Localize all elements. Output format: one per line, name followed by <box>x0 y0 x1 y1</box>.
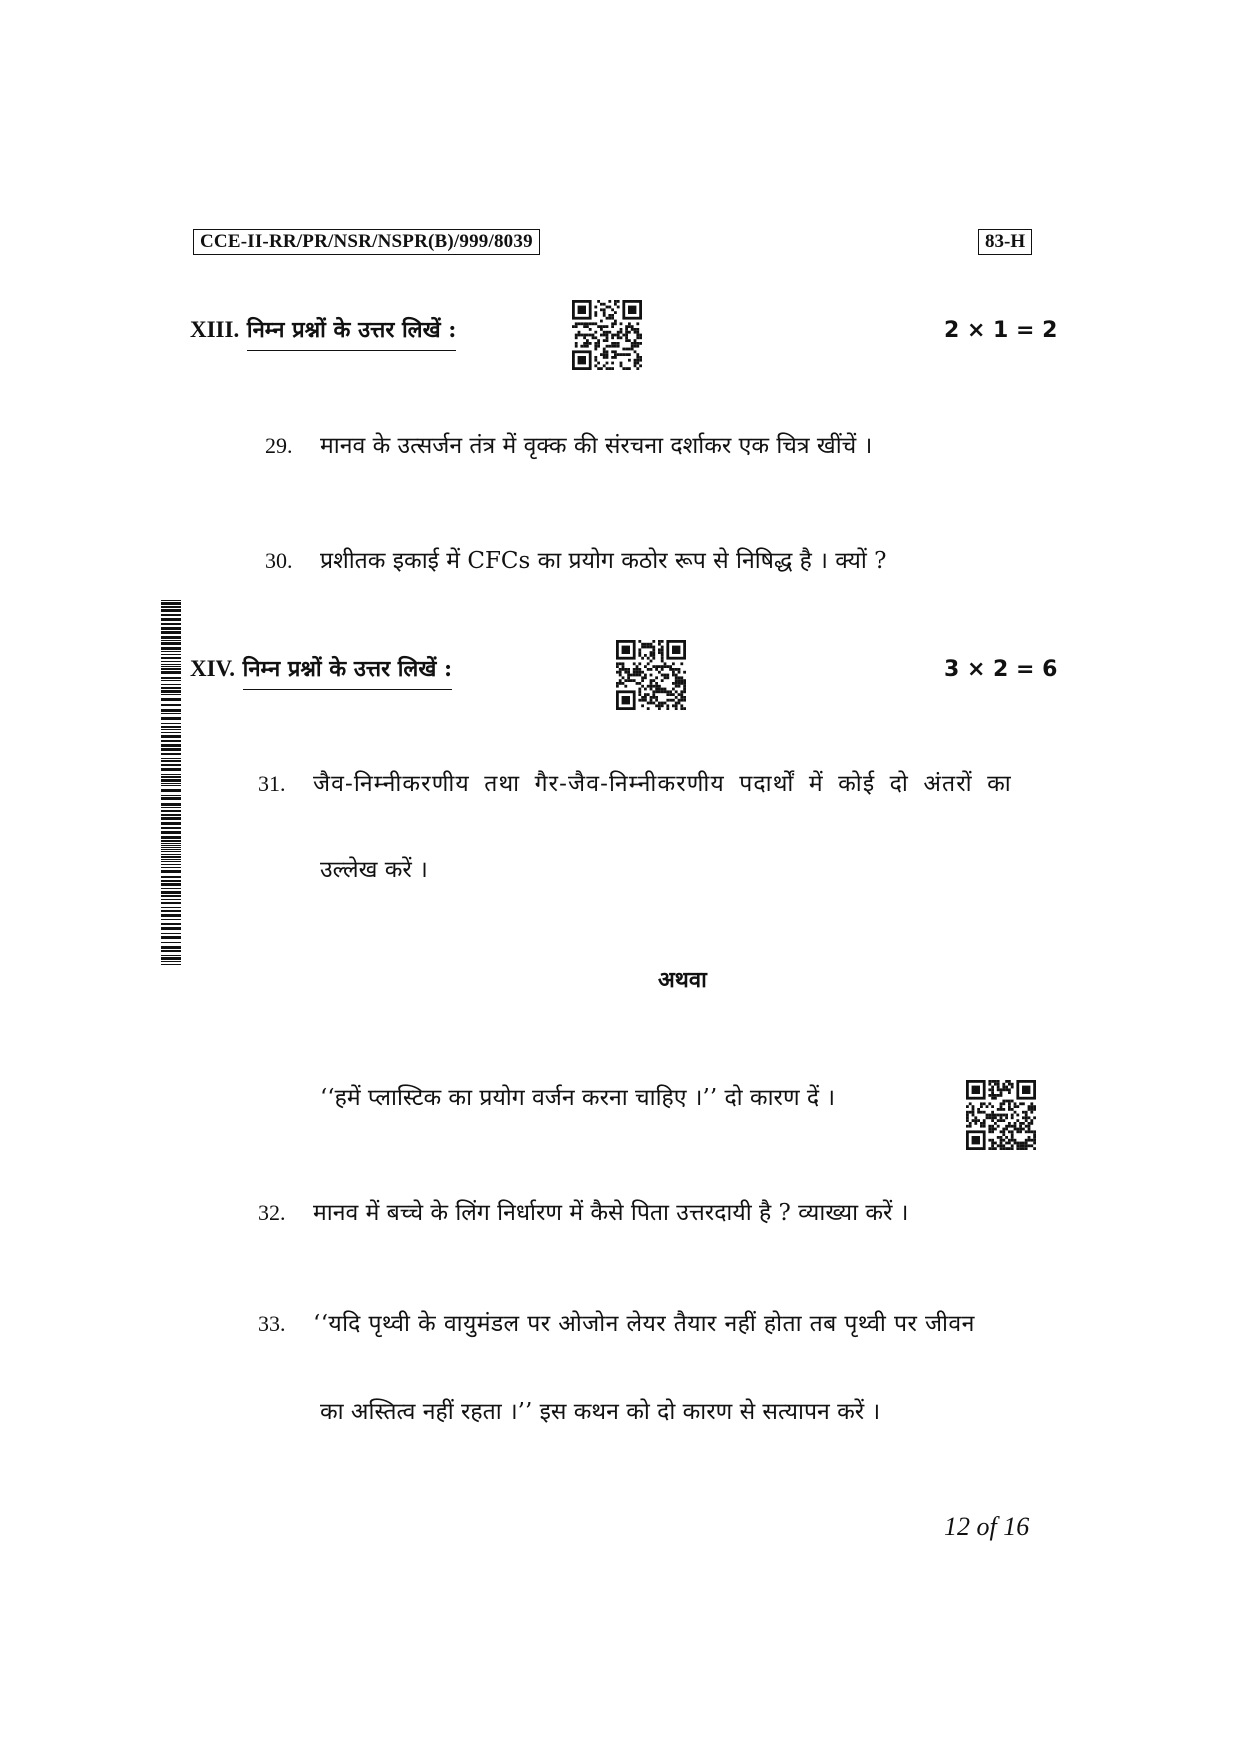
section-roman: XIII. <box>190 317 240 342</box>
question-text-line1: ‘‘यदि पृथ्वी के वायुमंडल पर ओजोन लेयर तैयार नहीं होता तब पृथ्वी पर जीवन <box>313 1311 975 1337</box>
question-29 <box>265 428 872 460</box>
barcode-icon <box>161 600 181 965</box>
question-number: 29. <box>265 433 293 458</box>
question-text: मानव में बच्चे के लिंग निर्धारण में कैसे पिता उत्तरदायी है ? व्याख्या करें । <box>313 1200 909 1226</box>
question-32 <box>258 1195 908 1227</box>
page-number: 12 of 16 <box>944 1512 1030 1541</box>
question-text: मानव के उत्सर्जन तंत्र में वृक्क की संरचना दर्शाकर एक चित्र खींचें । <box>320 433 873 459</box>
paper-code: CCE-II-RR/PR/NSR/NSPR(B)/999/8039 <box>193 229 540 255</box>
question-text-line1: जैव-निम्नीकरणीय तथा गैर-जैव-निम्नीकरणीय पदार्थों में कोई दो अंतरों का <box>313 771 1012 797</box>
question-31-line2: उल्लेख करें । <box>320 857 428 883</box>
question-33-line2: का अस्तित्व नहीं रहता ।’’ इस कथन को दो कारण से सत्यापन करें । <box>320 1399 881 1425</box>
section-marks: 2 × 1 = 2 <box>944 318 1058 343</box>
question-number: 30. <box>265 548 293 573</box>
qr-code-icon <box>966 1080 1036 1150</box>
section-roman: XIV. <box>190 656 235 681</box>
section-instruction: निम्न प्रश्नों के उत्तर लिखें : <box>247 314 456 351</box>
question-number: 32. <box>258 1200 286 1225</box>
section-instruction: निम्न प्रश्नों के उत्तर लिखें : <box>243 653 452 690</box>
question-33 <box>258 1306 975 1338</box>
subject-code: 83-H <box>978 229 1032 255</box>
question-30 <box>265 543 886 575</box>
question-text: प्रशीतक इकाई में CFCs का प्रयोग कठोर रूप से निषिद्ध है । क्यों ? <box>320 548 887 574</box>
qr-code-icon <box>572 300 642 370</box>
question-number: 31. <box>258 771 286 796</box>
or-label: अथवा <box>658 967 707 993</box>
section-marks: 3 × 2 = 6 <box>944 657 1058 682</box>
qr-code-icon <box>616 640 686 710</box>
question-31 <box>258 766 1012 798</box>
section-xiii-heading <box>190 314 456 351</box>
question-number: 33. <box>258 1311 286 1336</box>
section-xiv-heading <box>190 653 452 690</box>
question-31-alternative: ‘‘हमें प्लास्टिक का प्रयोग वर्जन करना चाहिए ।’’ दो कारण दें । <box>320 1085 836 1111</box>
